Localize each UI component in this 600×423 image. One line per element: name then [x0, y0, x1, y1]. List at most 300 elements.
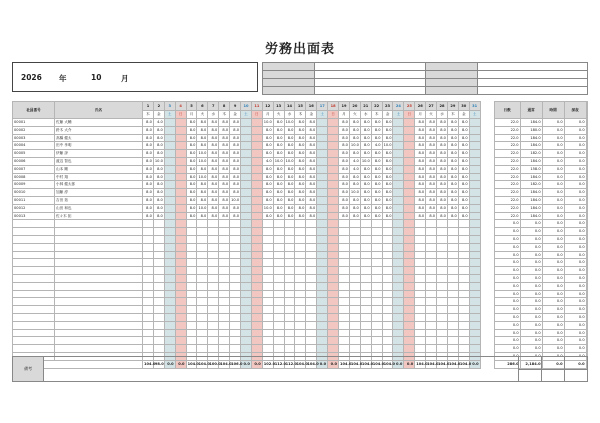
employee-name-cell[interactable]: [55, 228, 143, 236]
day-hours-cell[interactable]: [164, 251, 175, 259]
day-hours-cell[interactable]: 8.0: [143, 150, 154, 158]
day-hours-cell[interactable]: 8.0: [306, 165, 317, 173]
day-hours-cell[interactable]: [219, 329, 230, 337]
day-hours-cell[interactable]: [426, 298, 437, 306]
day-hours-cell[interactable]: [382, 274, 393, 282]
day-hours-cell[interactable]: 8.0: [360, 189, 371, 197]
day-hours-cell[interactable]: 8.0: [458, 196, 469, 204]
day-hours-cell[interactable]: 8.0: [371, 119, 382, 127]
day-hours-cell[interactable]: [437, 220, 448, 228]
day-hours-cell[interactable]: [143, 306, 154, 314]
day-hours-cell[interactable]: [251, 306, 262, 314]
employee-name-cell[interactable]: 鈴木 大介: [55, 126, 143, 134]
day-hours-cell[interactable]: [164, 212, 175, 220]
day-hours-cell[interactable]: 8.0: [339, 142, 350, 150]
day-hours-cell[interactable]: 8.0: [153, 212, 164, 220]
day-hours-cell[interactable]: 8.0: [349, 150, 360, 158]
day-hours-cell[interactable]: 8.0: [197, 142, 208, 150]
employee-id-cell[interactable]: [13, 321, 55, 329]
day-hours-cell[interactable]: 8.0: [382, 165, 393, 173]
day-hours-cell[interactable]: [328, 306, 339, 314]
day-hours-cell[interactable]: [458, 337, 469, 345]
day-hours-cell[interactable]: 8.0: [284, 150, 295, 158]
day-hours-cell[interactable]: [284, 337, 295, 345]
day-hours-cell[interactable]: [241, 337, 252, 345]
day-hours-cell[interactable]: [262, 306, 273, 314]
day-hours-cell[interactable]: [393, 282, 404, 290]
day-hours-cell[interactable]: [393, 212, 404, 220]
day-hours-cell[interactable]: [153, 298, 164, 306]
day-hours-cell[interactable]: [306, 321, 317, 329]
day-hours-cell[interactable]: [186, 235, 197, 243]
day-hours-cell[interactable]: [230, 251, 241, 259]
day-hours-cell[interactable]: [437, 290, 448, 298]
day-hours-cell[interactable]: [317, 212, 328, 220]
day-hours-cell[interactable]: [404, 313, 415, 321]
day-hours-cell[interactable]: 8.0: [458, 134, 469, 142]
day-hours-cell[interactable]: [317, 251, 328, 259]
day-hours-cell[interactable]: [153, 274, 164, 282]
day-hours-cell[interactable]: [143, 274, 154, 282]
day-hours-cell[interactable]: [143, 243, 154, 251]
employee-id-cell[interactable]: 00012: [13, 204, 55, 212]
day-hours-cell[interactable]: [262, 337, 273, 345]
day-hours-cell[interactable]: [371, 243, 382, 251]
day-hours-cell[interactable]: [328, 142, 339, 150]
day-hours-cell[interactable]: [143, 329, 154, 337]
day-hours-cell[interactable]: [393, 181, 404, 189]
day-hours-cell[interactable]: [251, 126, 262, 134]
day-hours-cell[interactable]: 8.0: [458, 181, 469, 189]
day-hours-cell[interactable]: [437, 329, 448, 337]
day-hours-cell[interactable]: [360, 235, 371, 243]
day-hours-cell[interactable]: [230, 321, 241, 329]
day-hours-cell[interactable]: [469, 142, 480, 150]
day-hours-cell[interactable]: 8.0: [284, 212, 295, 220]
day-hours-cell[interactable]: [458, 267, 469, 275]
day-hours-cell[interactable]: [273, 306, 284, 314]
day-hours-cell[interactable]: [404, 243, 415, 251]
day-hours-cell[interactable]: [175, 313, 186, 321]
day-hours-cell[interactable]: [447, 290, 458, 298]
day-hours-cell[interactable]: [415, 259, 426, 267]
day-hours-cell[interactable]: [317, 228, 328, 236]
day-hours-cell[interactable]: 10.0: [382, 142, 393, 150]
day-hours-cell[interactable]: [186, 337, 197, 345]
day-hours-cell[interactable]: [241, 321, 252, 329]
day-hours-cell[interactable]: [306, 251, 317, 259]
day-hours-cell[interactable]: [317, 220, 328, 228]
day-hours-cell[interactable]: [273, 321, 284, 329]
day-hours-cell[interactable]: [426, 267, 437, 275]
day-hours-cell[interactable]: [393, 235, 404, 243]
day-hours-cell[interactable]: 8.0: [426, 196, 437, 204]
day-hours-cell[interactable]: [241, 189, 252, 197]
day-hours-cell[interactable]: [251, 298, 262, 306]
day-hours-cell[interactable]: [404, 189, 415, 197]
day-hours-cell[interactable]: [295, 282, 306, 290]
day-hours-cell[interactable]: 8.0: [371, 134, 382, 142]
day-hours-cell[interactable]: 8.0: [230, 157, 241, 165]
day-hours-cell[interactable]: [404, 274, 415, 282]
day-hours-cell[interactable]: [284, 267, 295, 275]
day-hours-cell[interactable]: 8.0: [382, 119, 393, 127]
day-hours-cell[interactable]: 8.0: [262, 165, 273, 173]
day-hours-cell[interactable]: [164, 313, 175, 321]
employee-name-cell[interactable]: 渡辺 智也: [55, 157, 143, 165]
day-hours-cell[interactable]: [241, 298, 252, 306]
day-hours-cell[interactable]: 8.0: [382, 157, 393, 165]
day-hours-cell[interactable]: [382, 259, 393, 267]
day-hours-cell[interactable]: [437, 321, 448, 329]
day-hours-cell[interactable]: [175, 196, 186, 204]
day-hours-cell[interactable]: [360, 267, 371, 275]
day-hours-cell[interactable]: [164, 274, 175, 282]
day-hours-cell[interactable]: [241, 228, 252, 236]
day-hours-cell[interactable]: 8.0: [186, 181, 197, 189]
day-hours-cell[interactable]: [426, 243, 437, 251]
day-hours-cell[interactable]: 8.0: [371, 157, 382, 165]
day-hours-cell[interactable]: [371, 329, 382, 337]
day-hours-cell[interactable]: [153, 329, 164, 337]
day-hours-cell[interactable]: 8.0: [273, 173, 284, 181]
day-hours-cell[interactable]: 8.0: [339, 189, 350, 197]
day-hours-cell[interactable]: [164, 228, 175, 236]
day-hours-cell[interactable]: 8.0: [230, 173, 241, 181]
day-hours-cell[interactable]: 8.0: [306, 142, 317, 150]
day-hours-cell[interactable]: [153, 267, 164, 275]
day-hours-cell[interactable]: [241, 345, 252, 353]
day-hours-cell[interactable]: [241, 220, 252, 228]
day-hours-cell[interactable]: 10.0: [262, 119, 273, 127]
day-hours-cell[interactable]: [393, 329, 404, 337]
day-hours-cell[interactable]: 8.0: [284, 126, 295, 134]
day-hours-cell[interactable]: [143, 259, 154, 267]
day-hours-cell[interactable]: 8.0: [295, 165, 306, 173]
day-hours-cell[interactable]: [219, 306, 230, 314]
day-hours-cell[interactable]: 8.0: [371, 173, 382, 181]
day-hours-cell[interactable]: [251, 150, 262, 158]
employee-name-cell[interactable]: 中村 翔: [55, 173, 143, 181]
day-hours-cell[interactable]: 8.0: [306, 157, 317, 165]
day-hours-cell[interactable]: [317, 321, 328, 329]
day-hours-cell[interactable]: 8.0: [437, 134, 448, 142]
day-hours-cell[interactable]: [241, 243, 252, 251]
day-hours-cell[interactable]: 8.0: [197, 189, 208, 197]
day-hours-cell[interactable]: [153, 345, 164, 353]
day-hours-cell[interactable]: [197, 321, 208, 329]
day-hours-cell[interactable]: [360, 282, 371, 290]
day-hours-cell[interactable]: 8.0: [208, 119, 219, 127]
day-hours-cell[interactable]: 8.0: [437, 119, 448, 127]
day-hours-cell[interactable]: [458, 228, 469, 236]
day-hours-cell[interactable]: [393, 345, 404, 353]
day-hours-cell[interactable]: 8.0: [295, 142, 306, 150]
employee-id-cell[interactable]: 00007: [13, 165, 55, 173]
day-hours-cell[interactable]: [262, 313, 273, 321]
day-hours-cell[interactable]: 8.0: [143, 142, 154, 150]
remarks-input[interactable]: [44, 357, 518, 382]
day-hours-cell[interactable]: [230, 313, 241, 321]
day-hours-cell[interactable]: [143, 290, 154, 298]
day-hours-cell[interactable]: [153, 337, 164, 345]
day-hours-cell[interactable]: [360, 243, 371, 251]
day-hours-cell[interactable]: 8.0: [458, 142, 469, 150]
day-hours-cell[interactable]: [175, 165, 186, 173]
day-hours-cell[interactable]: 8.0: [382, 181, 393, 189]
day-hours-cell[interactable]: [219, 321, 230, 329]
day-hours-cell[interactable]: [175, 212, 186, 220]
day-hours-cell[interactable]: [360, 337, 371, 345]
day-hours-cell[interactable]: [164, 134, 175, 142]
day-hours-cell[interactable]: [284, 313, 295, 321]
day-hours-cell[interactable]: [197, 329, 208, 337]
day-hours-cell[interactable]: [328, 165, 339, 173]
day-hours-cell[interactable]: [393, 337, 404, 345]
day-hours-cell[interactable]: [317, 142, 328, 150]
day-hours-cell[interactable]: [208, 345, 219, 353]
day-hours-cell[interactable]: 8.0: [339, 196, 350, 204]
day-hours-cell[interactable]: [447, 306, 458, 314]
day-hours-cell[interactable]: [469, 329, 480, 337]
day-hours-cell[interactable]: [382, 228, 393, 236]
day-hours-cell[interactable]: [469, 306, 480, 314]
employee-name-cell[interactable]: [55, 321, 143, 329]
day-hours-cell[interactable]: [186, 282, 197, 290]
day-hours-cell[interactable]: 8.0: [273, 134, 284, 142]
day-hours-cell[interactable]: 8.0: [230, 134, 241, 142]
day-hours-cell[interactable]: [371, 306, 382, 314]
day-hours-cell[interactable]: [306, 290, 317, 298]
day-hours-cell[interactable]: [143, 337, 154, 345]
day-hours-cell[interactable]: 8.0: [415, 119, 426, 127]
day-hours-cell[interactable]: [317, 313, 328, 321]
day-hours-cell[interactable]: [230, 235, 241, 243]
day-hours-cell[interactable]: 8.0: [230, 212, 241, 220]
day-hours-cell[interactable]: [295, 298, 306, 306]
day-hours-cell[interactable]: [284, 235, 295, 243]
day-hours-cell[interactable]: 8.0: [230, 142, 241, 150]
day-hours-cell[interactable]: [317, 189, 328, 197]
day-hours-cell[interactable]: [143, 228, 154, 236]
employee-id-cell[interactable]: 00002: [13, 126, 55, 134]
employee-id-cell[interactable]: 00005: [13, 150, 55, 158]
day-hours-cell[interactable]: [393, 126, 404, 134]
day-hours-cell[interactable]: 10.0: [349, 142, 360, 150]
day-hours-cell[interactable]: [241, 235, 252, 243]
day-hours-cell[interactable]: 8.0: [273, 196, 284, 204]
day-hours-cell[interactable]: [404, 196, 415, 204]
day-hours-cell[interactable]: [306, 282, 317, 290]
day-hours-cell[interactable]: 4.0: [262, 157, 273, 165]
day-hours-cell[interactable]: [295, 290, 306, 298]
day-hours-cell[interactable]: [393, 267, 404, 275]
day-hours-cell[interactable]: 8.0: [153, 181, 164, 189]
day-hours-cell[interactable]: [295, 345, 306, 353]
day-hours-cell[interactable]: 8.0: [262, 212, 273, 220]
day-hours-cell[interactable]: [262, 282, 273, 290]
day-hours-cell[interactable]: [360, 298, 371, 306]
employee-id-cell[interactable]: [13, 220, 55, 228]
day-hours-cell[interactable]: 8.0: [208, 150, 219, 158]
day-hours-cell[interactable]: [469, 337, 480, 345]
day-hours-cell[interactable]: [208, 313, 219, 321]
day-hours-cell[interactable]: [208, 235, 219, 243]
day-hours-cell[interactable]: 8.0: [295, 204, 306, 212]
day-hours-cell[interactable]: [447, 345, 458, 353]
day-hours-cell[interactable]: [404, 220, 415, 228]
day-hours-cell[interactable]: 8.0: [186, 196, 197, 204]
day-hours-cell[interactable]: 8.0: [360, 150, 371, 158]
day-hours-cell[interactable]: 8.0: [382, 196, 393, 204]
day-hours-cell[interactable]: [447, 267, 458, 275]
day-hours-cell[interactable]: [339, 274, 350, 282]
day-hours-cell[interactable]: 8.0: [208, 204, 219, 212]
day-hours-cell[interactable]: 8.0: [339, 134, 350, 142]
employee-id-cell[interactable]: [13, 290, 55, 298]
day-hours-cell[interactable]: [241, 181, 252, 189]
day-hours-cell[interactable]: [328, 157, 339, 165]
day-hours-cell[interactable]: [262, 251, 273, 259]
day-hours-cell[interactable]: [273, 298, 284, 306]
day-hours-cell[interactable]: 8.0: [371, 150, 382, 158]
day-hours-cell[interactable]: [371, 267, 382, 275]
day-hours-cell[interactable]: [328, 235, 339, 243]
day-hours-cell[interactable]: [262, 298, 273, 306]
day-hours-cell[interactable]: [393, 220, 404, 228]
day-hours-cell[interactable]: [164, 181, 175, 189]
day-hours-cell[interactable]: [317, 243, 328, 251]
month-value[interactable]: 10: [91, 73, 102, 82]
day-hours-cell[interactable]: 8.0: [437, 150, 448, 158]
day-hours-cell[interactable]: [197, 220, 208, 228]
day-hours-cell[interactable]: [251, 134, 262, 142]
day-hours-cell[interactable]: [393, 298, 404, 306]
day-hours-cell[interactable]: [469, 321, 480, 329]
day-hours-cell[interactable]: [437, 267, 448, 275]
day-hours-cell[interactable]: [284, 290, 295, 298]
day-hours-cell[interactable]: [251, 290, 262, 298]
day-hours-cell[interactable]: [208, 220, 219, 228]
day-hours-cell[interactable]: [328, 134, 339, 142]
day-hours-cell[interactable]: [404, 235, 415, 243]
day-hours-cell[interactable]: [382, 306, 393, 314]
day-hours-cell[interactable]: [404, 228, 415, 236]
day-hours-cell[interactable]: [306, 228, 317, 236]
day-hours-cell[interactable]: 8.0: [447, 119, 458, 127]
day-hours-cell[interactable]: [339, 337, 350, 345]
day-hours-cell[interactable]: 8.0: [295, 181, 306, 189]
day-hours-cell[interactable]: [458, 306, 469, 314]
day-hours-cell[interactable]: 8.0: [295, 119, 306, 127]
day-hours-cell[interactable]: [208, 329, 219, 337]
day-hours-cell[interactable]: [447, 329, 458, 337]
day-hours-cell[interactable]: 8.0: [360, 142, 371, 150]
employee-id-cell[interactable]: [13, 282, 55, 290]
day-hours-cell[interactable]: [251, 196, 262, 204]
day-hours-cell[interactable]: [360, 251, 371, 259]
day-hours-cell[interactable]: [241, 204, 252, 212]
day-hours-cell[interactable]: 8.0: [339, 157, 350, 165]
employee-id-cell[interactable]: [13, 337, 55, 345]
day-hours-cell[interactable]: 8.0: [273, 165, 284, 173]
day-hours-cell[interactable]: 8.0: [447, 142, 458, 150]
day-hours-cell[interactable]: [393, 313, 404, 321]
day-hours-cell[interactable]: [437, 306, 448, 314]
employee-id-cell[interactable]: [13, 345, 55, 353]
day-hours-cell[interactable]: [317, 282, 328, 290]
day-hours-cell[interactable]: 8.0: [447, 165, 458, 173]
day-hours-cell[interactable]: 8.0: [415, 173, 426, 181]
day-hours-cell[interactable]: [437, 251, 448, 259]
employee-name-cell[interactable]: [55, 337, 143, 345]
day-hours-cell[interactable]: 8.0: [415, 196, 426, 204]
day-hours-cell[interactable]: 8.0: [219, 204, 230, 212]
day-hours-cell[interactable]: 8.0: [284, 142, 295, 150]
day-hours-cell[interactable]: [404, 298, 415, 306]
day-hours-cell[interactable]: [251, 228, 262, 236]
day-hours-cell[interactable]: [339, 259, 350, 267]
day-hours-cell[interactable]: [251, 274, 262, 282]
employee-name-cell[interactable]: [55, 329, 143, 337]
day-hours-cell[interactable]: 8.0: [415, 157, 426, 165]
day-hours-cell[interactable]: [230, 267, 241, 275]
day-hours-cell[interactable]: 8.0: [295, 196, 306, 204]
day-hours-cell[interactable]: 8.0: [437, 126, 448, 134]
day-hours-cell[interactable]: [284, 228, 295, 236]
day-hours-cell[interactable]: 8.0: [437, 181, 448, 189]
day-hours-cell[interactable]: [339, 235, 350, 243]
day-hours-cell[interactable]: [469, 313, 480, 321]
day-hours-cell[interactable]: [404, 134, 415, 142]
day-hours-cell[interactable]: 8.0: [186, 212, 197, 220]
day-hours-cell[interactable]: 8.0: [447, 181, 458, 189]
day-hours-cell[interactable]: [469, 157, 480, 165]
day-hours-cell[interactable]: [426, 274, 437, 282]
day-hours-cell[interactable]: [164, 243, 175, 251]
day-hours-cell[interactable]: 8.0: [447, 134, 458, 142]
day-hours-cell[interactable]: [219, 337, 230, 345]
day-hours-cell[interactable]: 10.0: [197, 157, 208, 165]
day-hours-cell[interactable]: 8.0: [306, 173, 317, 181]
day-hours-cell[interactable]: 8.0: [360, 181, 371, 189]
day-hours-cell[interactable]: 10.0: [349, 189, 360, 197]
day-hours-cell[interactable]: [415, 220, 426, 228]
day-hours-cell[interactable]: [404, 181, 415, 189]
day-hours-cell[interactable]: [219, 282, 230, 290]
day-hours-cell[interactable]: [317, 274, 328, 282]
day-hours-cell[interactable]: [241, 274, 252, 282]
day-hours-cell[interactable]: 8.0: [208, 134, 219, 142]
day-hours-cell[interactable]: [153, 235, 164, 243]
day-hours-cell[interactable]: [404, 173, 415, 181]
day-hours-cell[interactable]: 8.0: [426, 126, 437, 134]
day-hours-cell[interactable]: [371, 251, 382, 259]
day-hours-cell[interactable]: [306, 220, 317, 228]
day-hours-cell[interactable]: [382, 290, 393, 298]
day-hours-cell[interactable]: 8.0: [208, 173, 219, 181]
day-hours-cell[interactable]: [186, 243, 197, 251]
day-hours-cell[interactable]: [241, 251, 252, 259]
day-hours-cell[interactable]: [230, 282, 241, 290]
day-hours-cell[interactable]: 8.0: [219, 150, 230, 158]
day-hours-cell[interactable]: [164, 321, 175, 329]
day-hours-cell[interactable]: 8.0: [447, 150, 458, 158]
day-hours-cell[interactable]: [437, 235, 448, 243]
day-hours-cell[interactable]: 8.0: [447, 212, 458, 220]
day-hours-cell[interactable]: 8.0: [458, 173, 469, 181]
day-hours-cell[interactable]: 8.0: [262, 126, 273, 134]
